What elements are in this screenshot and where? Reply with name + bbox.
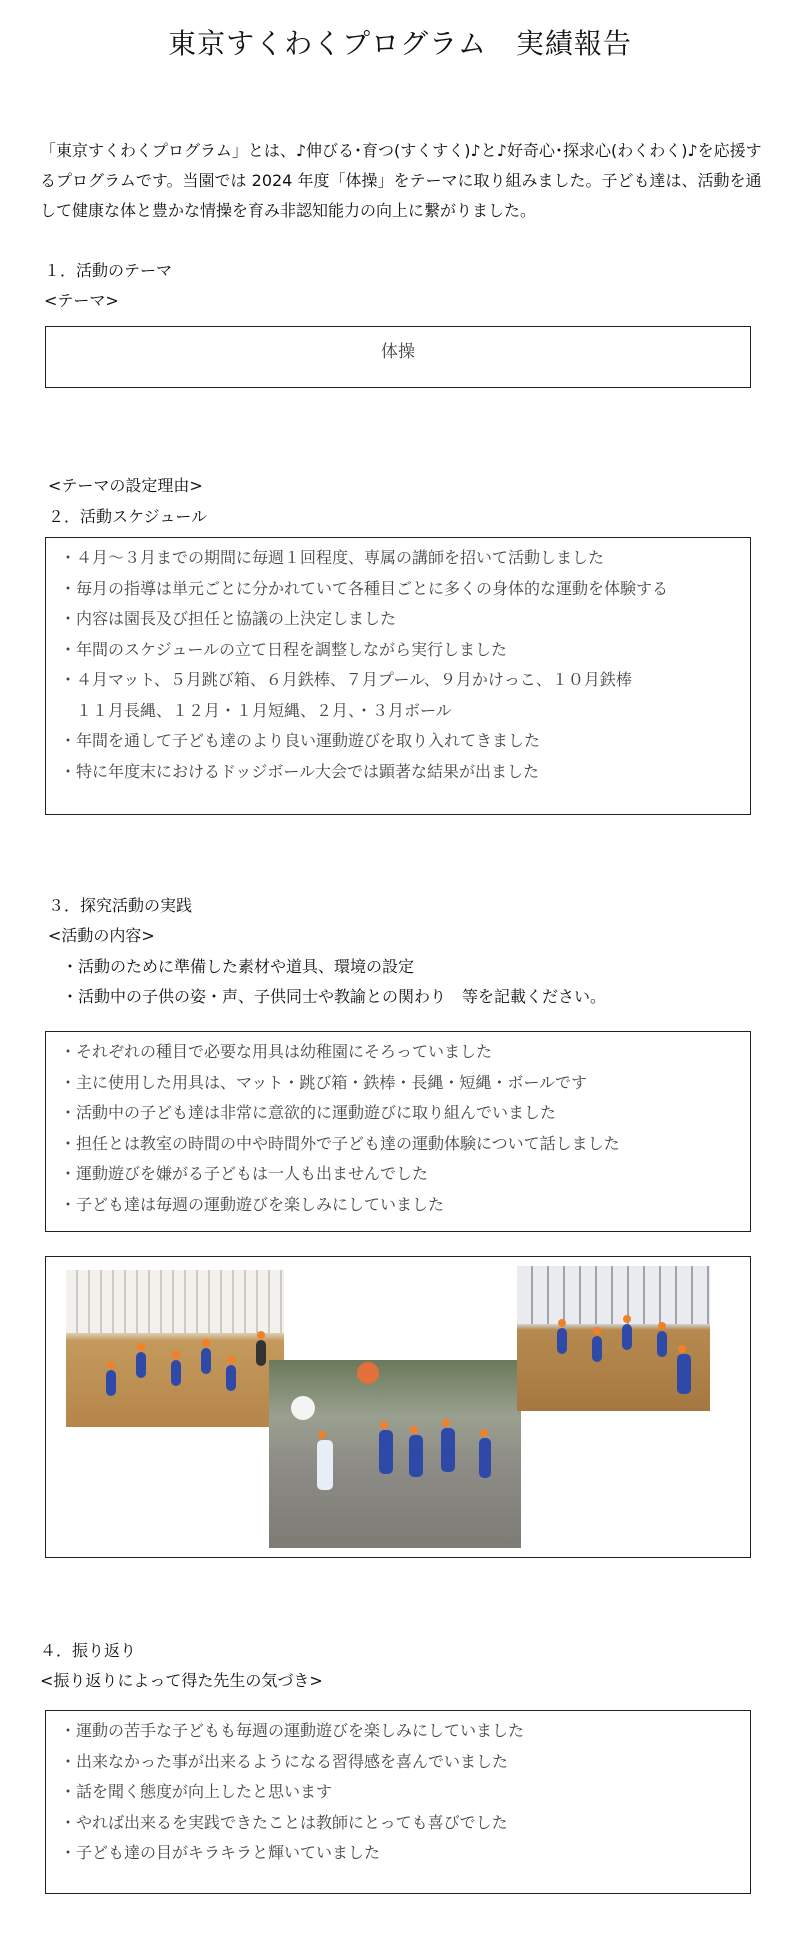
- section1-heading: １．活動のテーマ: [44, 261, 173, 280]
- list-item: ・特に年度末におけるドッジボール大会では顕著な結果が出ました: [60, 761, 540, 781]
- activity-list: [60, 1037, 620, 1220]
- intro-paragraph: 「東京すくわくプログラム」とは、♪伸びる･育つ(すくすく)♪と♪好奇心･探求心(わくわく)♪を応援するプログラムです。当園では 2024 年度「体操」をテーマに取り組みました。子ども達は、活動を通して健康な体と豊かな情操を育み非認知能力の向上に繋がりました。: [40, 141, 762, 220]
- activity-photo-gym: [66, 1270, 284, 1427]
- reflection-list: [60, 1716, 524, 1869]
- theme-box: [45, 326, 751, 388]
- list-item: ・年間を通して子ども達のより良い運動遊びを取り入れてきました: [60, 731, 541, 750]
- list-item: ・４月マット、５月跳び箱、６月鉄棒、７月プール、９月かけっこ、１０月鉄棒: [60, 670, 632, 689]
- section2-heading: ２．活動スケジュール: [48, 507, 208, 526]
- section3-sub: <活動の内容>: [48, 926, 155, 945]
- section3-note: ・活動のために準備した素材や道具、環境の設定: [62, 957, 415, 976]
- section4-sub: <振り返りによって得た先生の気づき>: [40, 1671, 323, 1690]
- list-item: ・担任とは教室の時間の中や時間外で子ども達の運動体験について話しました: [60, 1133, 620, 1153]
- activity-box: [45, 1031, 751, 1232]
- section4-heading: ４．振り返り: [40, 1641, 137, 1660]
- list-item: ・運動の苦手な子どもも毎週の運動遊びを楽しみにしていました: [60, 1721, 525, 1740]
- photo-box: [45, 1256, 751, 1558]
- list-item: １１月長縄、１２月・１月短縄、２月、・３月ボール: [60, 700, 452, 720]
- list-item: ・主に使用した用具は、マット・跳び箱・鉄棒・長縄・短縄・ボールです: [60, 1072, 588, 1092]
- theme-reason-label: <テーマの設定理由>: [48, 476, 203, 495]
- list-item: ・それぞれの種目で必要な用具は幼稚園にそろっていました: [60, 1042, 493, 1061]
- theme-text: 体操: [381, 342, 415, 362]
- list-item: ・毎月の指導は単元ごとに分かれていて各種目ごとに多くの身体的な運動を体験する: [60, 578, 669, 598]
- section3-heading: ３．探究活動の実践: [48, 896, 193, 915]
- schedule-box: [45, 537, 751, 815]
- page-title: 東京すくわくプログラム 実績報告: [168, 27, 632, 60]
- list-item: ・年間のスケジュールの立て日程を調整しながら実行しました: [60, 639, 508, 659]
- list-item: ・話を聞く態度が向上したと思います: [60, 1782, 333, 1801]
- schedule-list: [60, 543, 668, 787]
- list-item: ・やれば出来るを実践できたことは教師にとっても喜びでした: [60, 1812, 508, 1832]
- activity-photo-hall: [517, 1266, 710, 1411]
- section3-note: ・活動中の子供の姿・声、子供同士や教諭との関わり 等を記載ください。: [62, 987, 607, 1006]
- list-item: ・活動中の子ども達は非常に意欲的に運動遊びに取り組んでいました: [60, 1103, 557, 1122]
- reflection-box: [45, 1710, 751, 1894]
- list-item: ・子ども達の目がキラキラと輝いていました: [60, 1843, 381, 1862]
- list-item: ・４月～３月までの期間に毎週１回程度、専属の講師を招いて活動しました: [60, 548, 605, 567]
- list-item: ・運動遊びを嫌がる子どもは一人も出ませんでした: [60, 1164, 429, 1183]
- list-item: ・内容は園長及び担任と協議の上決定しました: [60, 609, 397, 628]
- list-item: ・出来なかった事が出来るようになる習得感を喜んでいました: [60, 1751, 509, 1771]
- activity-photo-yard: [269, 1360, 521, 1548]
- list-item: ・子ども達は毎週の運動遊びを楽しみにしていました: [60, 1194, 445, 1214]
- section1-sub: <テーマ>: [44, 291, 119, 310]
